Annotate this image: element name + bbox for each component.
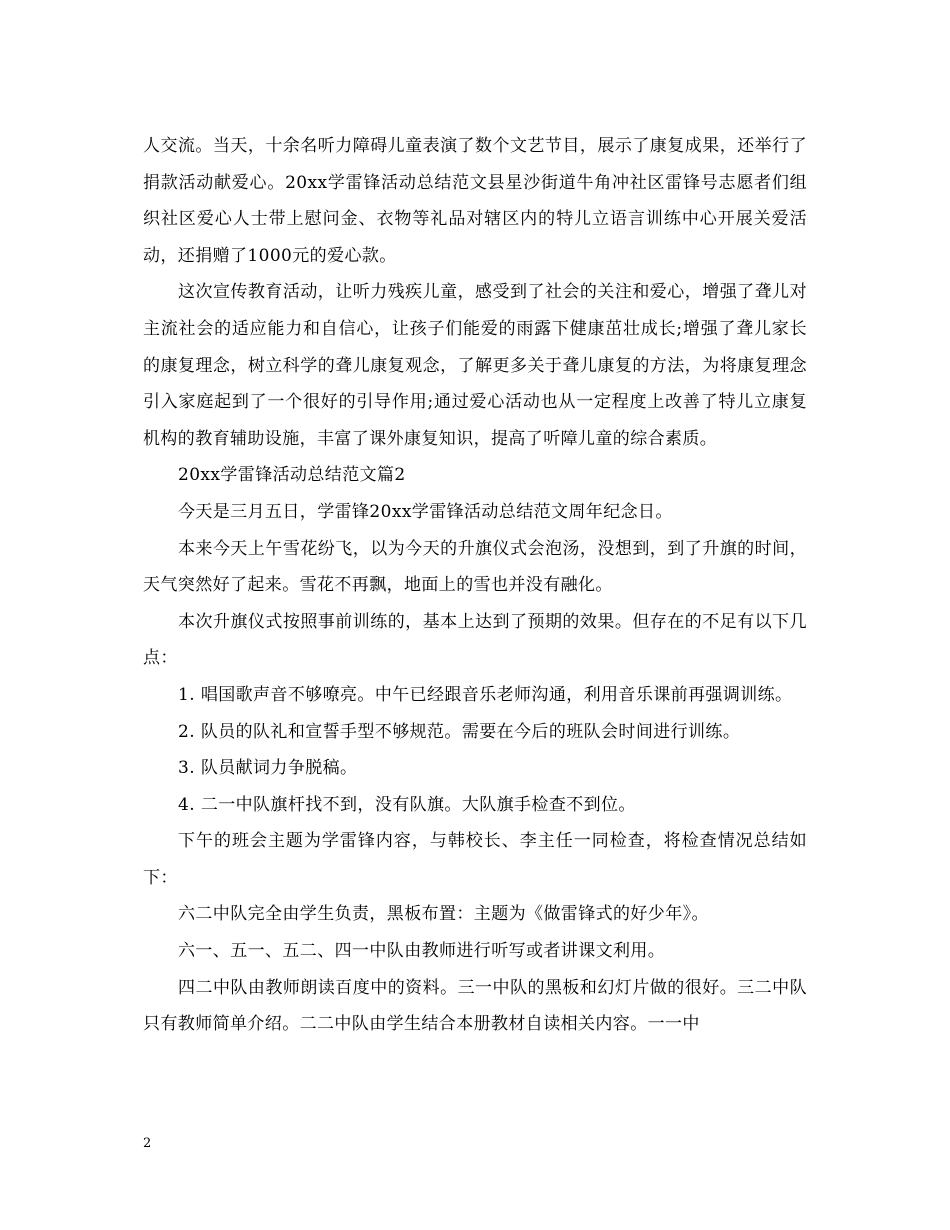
list-item-3: 3. 队员献词力争脱稿。 bbox=[178, 758, 358, 779]
paragraph-classes-reading: 四二中队由教师朗读百度中的资料。三一中队的黑板和幻灯片做的很好。三二中队只有教师简单介绍。二二中队由学生结合本册教材自读相关内容。一一中 bbox=[143, 977, 807, 1035]
paragraph-class-meeting: 下午的班会主题为学雷锋内容，与韩校长、李主任一同检查，将检查情况总结如下： bbox=[143, 831, 807, 888]
page-number: 2 bbox=[143, 1136, 152, 1151]
paragraph-ceremony-summary: 本次升旗仪式按照事前训练的，基本上达到了预期的效果。但存在的不足有以下几点： bbox=[143, 611, 807, 669]
body-text bbox=[143, 128, 807, 1043]
list-item-4: 4. 二一中队旗杆找不到，没有队旗。大队旗手检查不到位。 bbox=[178, 794, 636, 815]
section-heading: 20xx学雷锋活动总结范文篇2 bbox=[178, 465, 406, 486]
paragraph-classes-dictation: 六一、五一、五二、四一中队由教师进行听写或者讲课文利用。 bbox=[178, 941, 666, 962]
paragraph-activity-effect: 这次宣传教育活动，让听力残疾儿童，感受到了社会的关注和爱心，增强了聋儿对主流社会的适应能力和自信心，让孩子们能爱的雨露下健康茁壮成长;增强了聋儿家长的康复理念，树立科学的聋儿康复观念，了解更多关于聋儿康复的方法，为将康复理念引入家庭起到了一个很好的引导作用;通过爱心活动也从一定程度上改善了特儿立康复机构的教育辅助设施，丰富了课外康复知识，提高了听障儿童的综合素质。 bbox=[143, 282, 807, 449]
paragraph-continued: 人交流。当天，十余名听力障碍儿童表演了数个文艺节目，展示了康复成果，还举行了捐款活动献爱心。20xx学雷锋活动总结范文县星沙街道牛角冲社区雷锋号志愿者们组织社区爱心人士带上慰问金、衣物等礼品对辖区内的特儿立语言训练中心开展关爱活动，还捐赠了1000元的爱心款。 bbox=[143, 136, 807, 266]
list-item-1: 1. 唱国歌声音不够嘹亮。中午已经跟音乐老师沟通，利用音乐课前再强调训练。 bbox=[178, 684, 793, 705]
paragraph-class-6-2: 六二中队完全由学生负责，黑板布置：主题为《做雷锋式的好少年》。 bbox=[178, 904, 709, 925]
paragraph-intro-date: 今天是三月五日，学雷锋20xx学雷锋活动总结范文周年纪念日。 bbox=[178, 501, 673, 522]
paragraph-weather: 本来今天上午雪花纷飞，以为今天的升旗仪式会泡汤，没想到，到了升旗的时间，天气突然好了起来。雪花不再飘，地面上的雪也并没有融化。 bbox=[143, 538, 807, 596]
list-item-2: 2. 队员的队礼和宣誓手型不够规范。需要在今后的班队会时间进行训练。 bbox=[178, 721, 741, 742]
